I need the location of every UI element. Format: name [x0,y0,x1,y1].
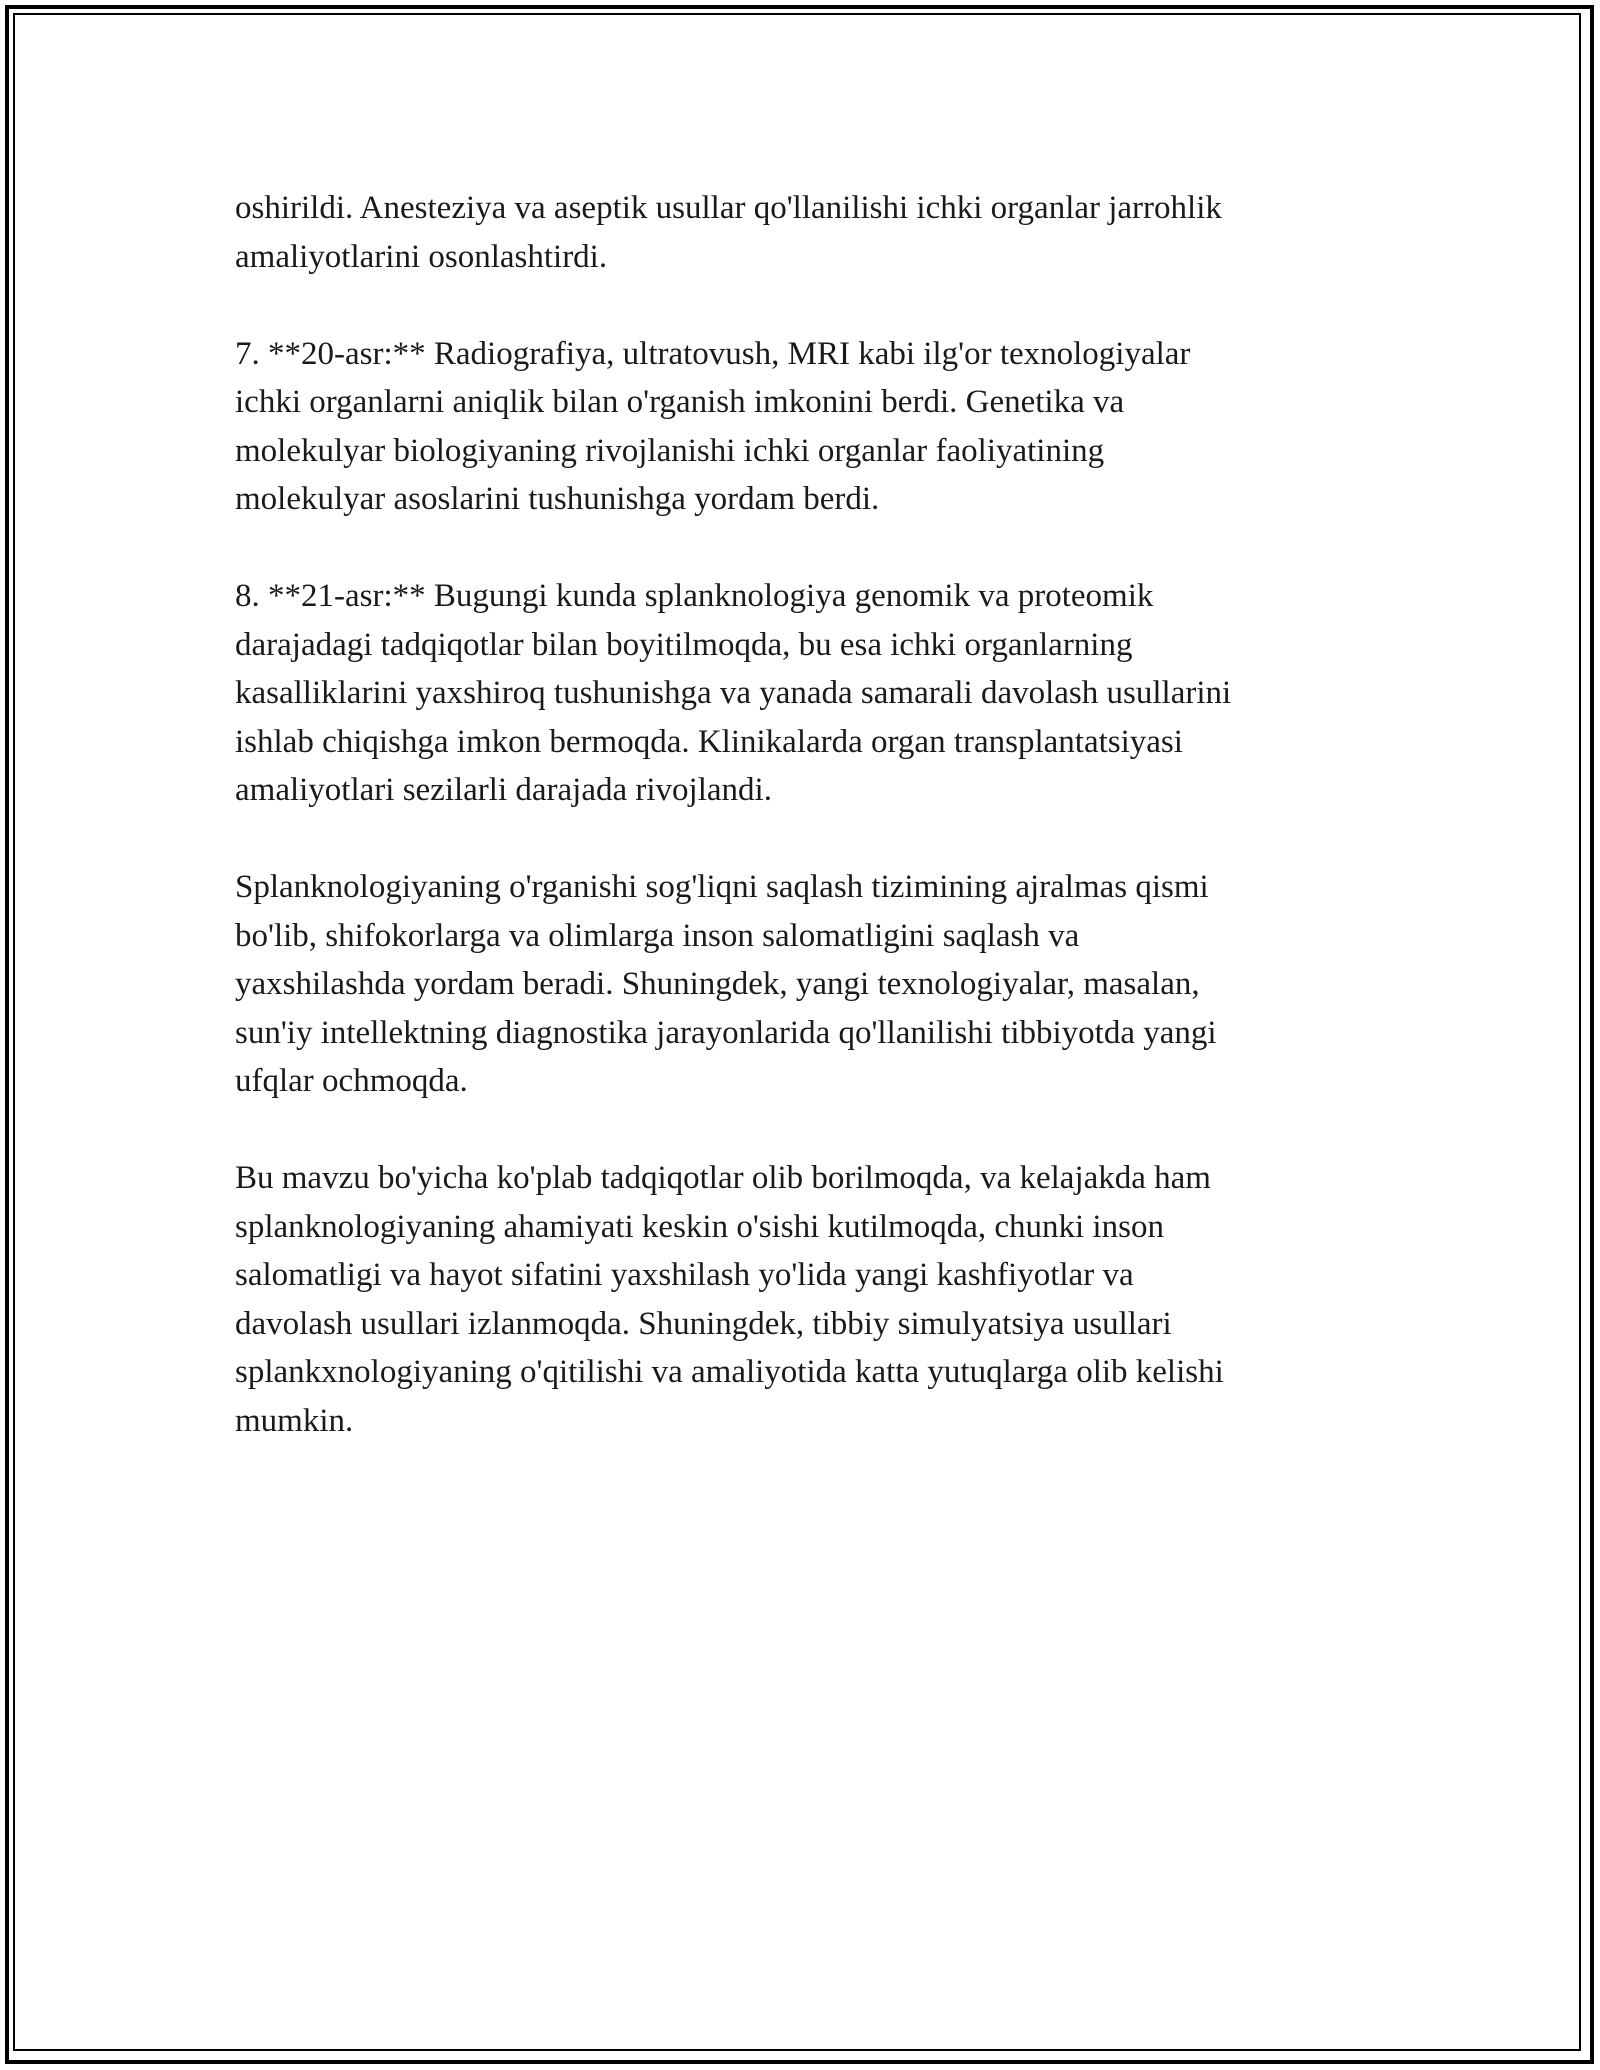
paragraph-20th-century: 7. **20-asr:** Radiografiya, ultratovush, MRI kabi ilg'or texnologiyalar ichki organlarni aniqlik bilan o'rganish imkonini berdi. Genetika va molekulyar biologiyaning rivojlanishi ichki organlar faoliyatining molekulyar asoslarini tushunishga yordam berdi. [235,335,1191,517]
paragraph-future-research: Bu mavzu bo'yicha ko'plab tadqiqotlar olib borilmoqda, va kelajakda ham splanknologiyaning ahamiyati keskin o'sishi kutilmoqda, chunki inson salomatligi va hayot sifatini yaxshilash yo'lida yangi kashfiyotlar va davolash usullari izlanmoqda. Shuningdek, tibbiy simulyatsiya usullari splankxnologiyaning o'qitilishi va amaliyotida katta yutuqlarga olib kelishi mumkin. [235,1160,1224,1439]
document-body [235,184,1355,1494]
paragraph-21st-century: 8. **21-asr:** Bugungi kunda splanknologiya genomik va proteomik darajadagi tadqiqotlar bilan boyitilmoqda, bu esa ichki organlarning kasalliklarini yaxshiroq tushunishga va yanada samarali davolash usullarini ishlab chiqishga imkon bermoqda. Klinikalarda organ transplantatsiyasi amaliyotlari sezilarli darajada rivojlandi. [235,578,1232,808]
paragraph-splanchnology-importance: Splanknologiyaning o'rganishi sog'liqni saqlash tizimining ajralmas qismi bo'lib, shifokorlarga va olimlarga inson salomatligini saqlash va yaxshilashda yordam beradi. Shuningdek, yangi texnologiyalar, masalan, sun'iy intellektning diagnostika jarayonlarida qo'llanilishi tibbiyotda yangi ufqlar ochmoqda. [235,869,1217,1099]
paragraph-surgery-continuation: oshirildi. Anesteziya va aseptik usullar qo'llanilishi ichki organlar jarrohlik amaliyotlarini osonlashtirdi. [235,190,1222,275]
